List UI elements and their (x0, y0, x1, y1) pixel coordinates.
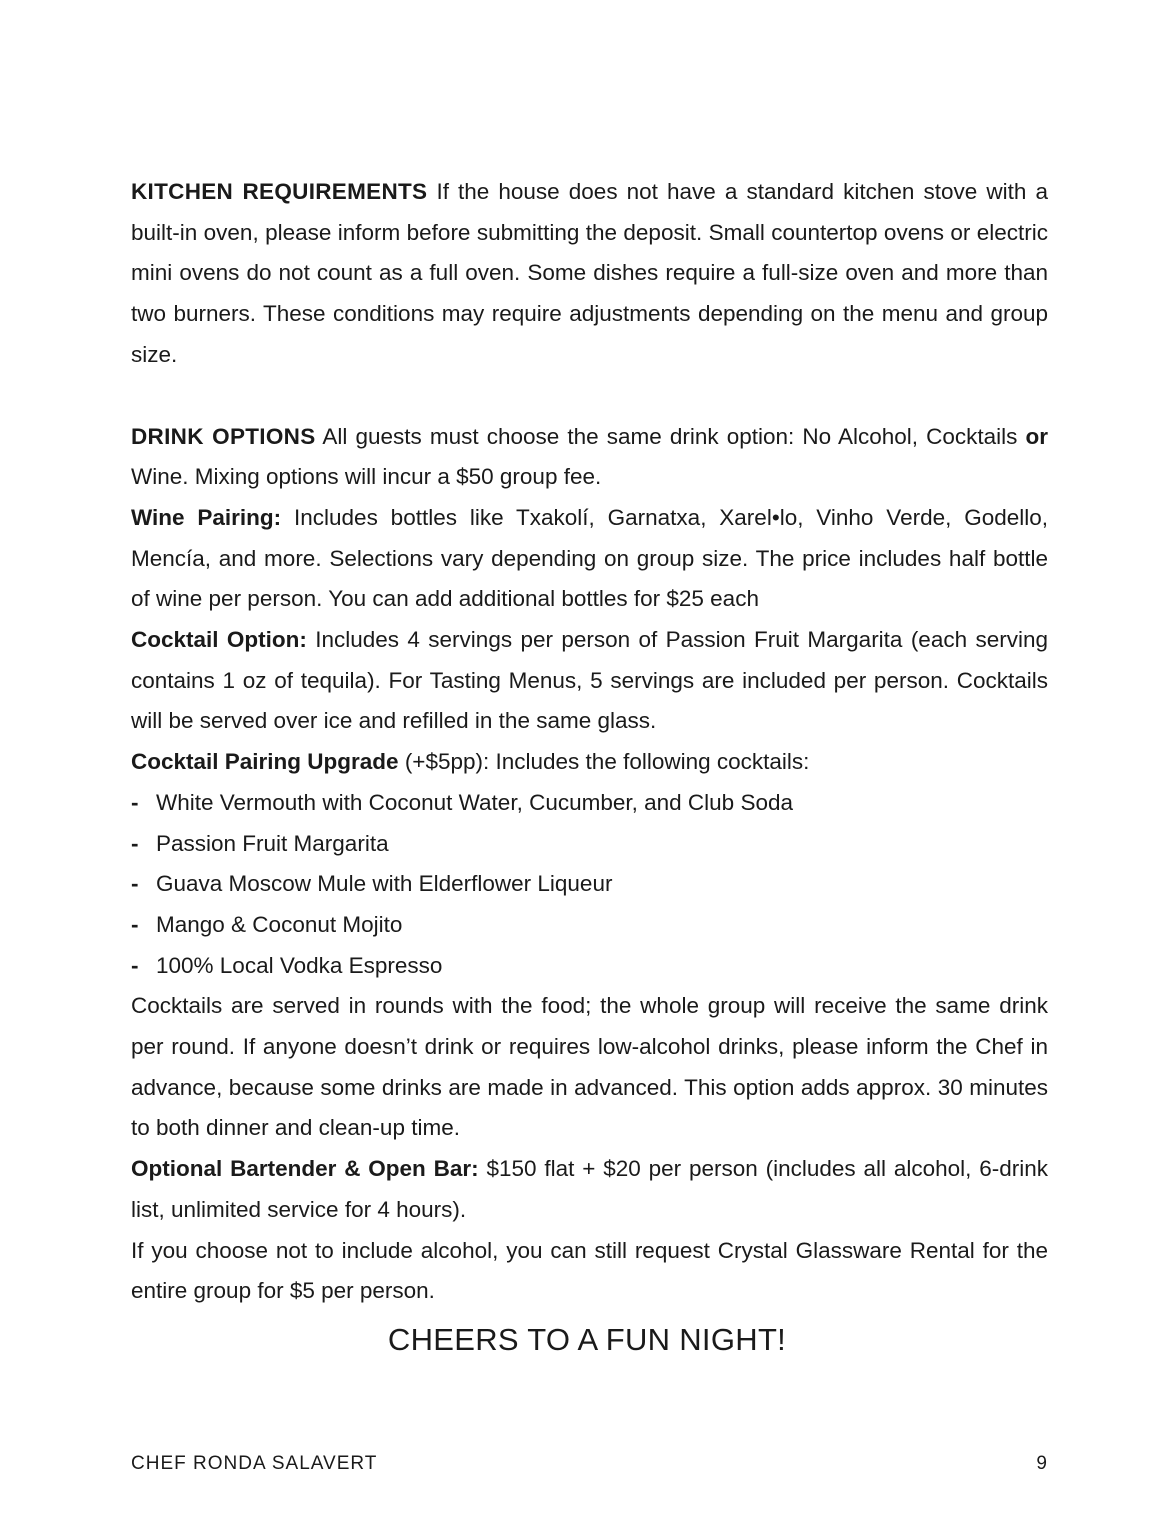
footer-page-number: 9 (1036, 1453, 1047, 1474)
kitchen-requirements-heading: KITCHEN REQUIREMENTS (131, 179, 428, 204)
list-item (131, 824, 1048, 865)
cocktail-item-text: Mango & Coconut Mojito (156, 911, 403, 937)
bartender-label: Optional Bartender & Open Bar: (131, 1156, 479, 1182)
document-body (131, 172, 1048, 1312)
cocktail-list (131, 783, 1048, 987)
glassware-paragraph: If you choose not to include alcohol, you can still request Crystal Glassware Rental for the entire group for $5 per person. (131, 1237, 1048, 1304)
cocktail-rounds-paragraph: Cocktails are served in rounds with the food; the whole group will receive the same drink per round. If anyone doesn’t drink or requires low-alcohol drinks, please inform the Chef in advance, because some drinks are made in advanced. This option adds approx. 30 minutes to both dinner and clean-up time. (131, 993, 1048, 1141)
cocktail-upgrade-text: (+$5pp): Includes the following cocktails: (398, 749, 810, 775)
kitchen-requirements-text: If the house does not have a standard kitchen stove with a built-in oven, please inform before submitting the deposit. Small countertop ovens or electric mini ovens do not count as a full oven. Some dishes require a full-size oven and more than two burners. These conditions may require adjustments depending on the menu and group size. (131, 179, 1048, 367)
cocktail-item-text: 100% Local Vodka Espresso (156, 952, 443, 978)
cocktail-option-paragraph (131, 620, 1048, 742)
bartender-paragraph (131, 1149, 1048, 1230)
kitchen-requirements-paragraph (131, 172, 1048, 376)
cocktail-item-text: Guava Moscow Mule with Elderflower Liqueur (156, 871, 613, 897)
wine-pairing-label: Wine Pairing: (131, 504, 282, 530)
cocktail-option-label: Cocktail Option: (131, 627, 307, 653)
list-item (131, 783, 1048, 824)
drink-options-heading: DRINK OPTIONS (131, 423, 316, 449)
footer-author: CHEF RONDA SALAVERT (131, 1453, 378, 1474)
bullet-dash: - (131, 789, 139, 815)
drink-options-paragraph (131, 417, 1048, 498)
wine-pairing-text: Includes bottles like Txakolí, Garnatxa, Xarel•lo, Vinho Verde, Godello, Mencía, and more. Selections vary depending on group size. The price includes half bottle of wine per person. You can add additional bottles for $25 each (131, 504, 1049, 612)
bullet-dash: - (131, 871, 139, 897)
section-spacer (131, 376, 1048, 417)
bullet-dash: - (131, 952, 139, 978)
drink-options-intro-before: All guests must choose the same drink option: No Alcohol, Cocktails (315, 423, 1026, 449)
wine-pairing-paragraph (131, 498, 1048, 620)
cocktail-option-text: Includes 4 servings per person of Passion Fruit Margarita (each serving contains 1 oz of tequila). For Tasting Menus, 5 servings are included per person. Cocktails will be served over ice and refilled in the same glass. (131, 627, 1048, 734)
list-item (131, 905, 1048, 946)
cocktail-item-text: Passion Fruit Margarita (156, 830, 389, 856)
cocktail-upgrade-label: Cocktail Pairing Upgrade (131, 749, 399, 775)
cocktail-upgrade-paragraph (131, 742, 1048, 783)
drink-options-or: or (1025, 423, 1048, 449)
bartender-text: $150 flat + $20 per person (includes all alcohol, 6-drink list, unlimited service for 4 hours). (131, 1156, 1048, 1222)
list-item (131, 946, 1048, 987)
list-item (131, 864, 1048, 905)
cocktail-item-text: White Vermouth with Coconut Water, Cucumber, and Club Soda (156, 789, 793, 815)
closing-line: CHEERS TO A FUN NIGHT! (387, 1322, 787, 1357)
bullet-dash: - (131, 911, 139, 937)
bullet-dash: - (131, 830, 139, 856)
drink-options-intro-after: Wine. Mixing options will incur a $50 group fee. (131, 464, 602, 490)
